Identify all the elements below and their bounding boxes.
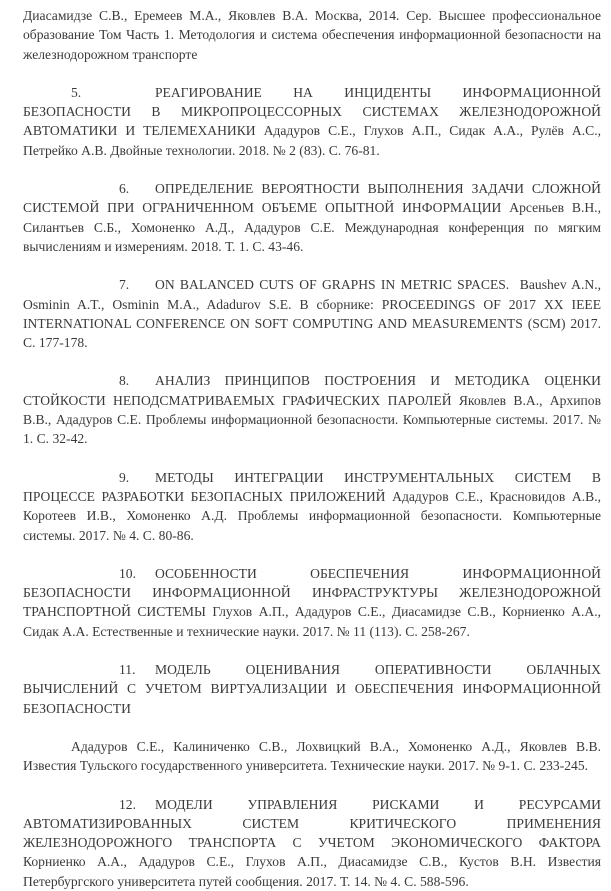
entry-number: 5. bbox=[71, 84, 82, 100]
entry-number: 10. bbox=[119, 565, 136, 581]
entry-details: Корниенко А.А., Ададуров С.Е., Глухов А.П., Диасамидзе С.В., Кустов В.Н. Известия Петербургского университета путей сообщения. 2017. Т. 14. № 4. С. 588-596. bbox=[23, 854, 601, 889]
entry-number: 9. bbox=[119, 469, 130, 485]
spacer bbox=[23, 718, 601, 737]
reference-entry-10 bbox=[23, 564, 601, 641]
reference-entry-11-title bbox=[23, 660, 601, 718]
spacer bbox=[23, 545, 601, 564]
entry-number: 8. bbox=[119, 373, 130, 389]
entry-details: Ададуров С.Е., Глухов А.П., Сидак А.А., Рулёв А.С., Петрейко А.В. Двойные технологии. 2018. № 2 (83). С. 76-81. bbox=[23, 123, 602, 158]
entry-title: ОПРЕДЕЛЕНИЕ ВЕРОЯТНОСТИ ВЫПОЛНЕНИЯ ЗАДАЧИ СЛОЖНОЙ СИСТЕМОЙ ПРИ ОГРАНИЧЕННОМ ОБЪЕМЕ ОПЫТНОЙ ИНФОРМАЦИИ bbox=[23, 181, 601, 216]
reference-entry-7 bbox=[23, 275, 601, 352]
reference-entry-8 bbox=[23, 371, 601, 448]
spacer bbox=[23, 256, 601, 275]
reference-entry-11-details: Ададуров С.Е., Калиниченко С.В., Лохвицкий В.А., Хомоненко А.Д., Яковлев В.В. Известия Тульского государственного университета. Технические науки. 2017. № 9-1. С. 233-245. bbox=[23, 738, 601, 774]
entry-number: 11. bbox=[119, 662, 136, 678]
spacer bbox=[23, 352, 601, 371]
entry-title: МЕТОДЫ ИНТЕГРАЦИИ ИНСТРУМЕНТАЛЬНЫХ СИСТЕМ В ПРОЦЕССЕ РАЗРАБОТКИ БЕЗОПАСНЫХ ПРИЛОЖЕНИЙ bbox=[23, 469, 601, 504]
entry-details: Глухов А.П., Ададуров С.Е., Диасамидзе С.В., Корниенко А.А., Сидак А.А. Естественные и технические науки. 2017. № 11 (113). С. 258-267. bbox=[23, 604, 601, 639]
entry-title: МОДЕЛЬ ОЦЕНИВАНИЯ ОПЕРАТИВНОСТИ ОБЛАЧНЫХ ВЫЧИСЛЕНИЙ С УЧЕТОМ ВИРТУАЛИЗАЦИИ И ОБЕСПЕЧЕНИЯ ИНФОРМАЦИОННОЙ БЕЗОПАСНОСТИ bbox=[23, 662, 601, 716]
entry-details: Яковлев В.А., Архипов В.В., Ададуров С.Е. Проблемы информационной безопасности. Компьютерные системы. 2017. № 1. С. 32-42. bbox=[23, 392, 601, 447]
spacer bbox=[23, 776, 601, 795]
entry-title: МОДЕЛИ УПРАВЛЕНИЯ РИСКАМИ И РЕСУРСАМИ АВТОМАТИЗИРОВАННЫХ СИСТЕМ КРИТИЧЕСКОГО ПРИМЕНЕНИЯ ЖЕЛЕЗНОДОРОЖНОГО ТРАНСПОРТА С УЧЕТОМ ЭКОНОМИЧЕСКОГО ФАКТОРА bbox=[23, 796, 601, 851]
entry-number: 6. bbox=[119, 181, 130, 197]
entry-number: 12. bbox=[119, 796, 136, 812]
reference-entry-12 bbox=[23, 795, 601, 891]
entry-title: ON BALANCED CUTS OF GRAPHS IN METRIC SPACES. bbox=[155, 277, 510, 293]
entry-details: Арсеньев В.Н., Силантьев С.Б., Хомоненко А.Д., Ададуров С.Е. Международная конференция по мягким вычислениям и измерениям. 2018. Т. 1. С. 43-46. bbox=[23, 200, 601, 254]
entry-details: Ададуров С.Е., Красновидов А.В., Коротеев И.В., Хомоненко А.Д. Проблемы информационной безопасности. Компьютерные системы. 2017. № 4. С. 80-86. bbox=[23, 488, 601, 543]
entry-title: ОСОБЕННОСТИ ОБЕСПЕЧЕНИЯ ИНФОРМАЦИОННОЙ БЕЗОПАСНОСТИ ИНФОРМАЦИОННОЙ ИНФРАСТРУКТУРЫ ЖЕЛЕЗНОДОРОЖНОЙ ТРАНСПОРТНОЙ СИСТЕМЫ bbox=[23, 565, 601, 620]
reference-entry-5 bbox=[23, 83, 601, 160]
intro-paragraph: Диасамидзе С.В., Еремеев М.А., Яковлев В.А. Москва, 2014. Сер. Высшее профессиональное образование Том Часть 1. Методология и система обеспечения информационной безопасности на железнодорожном транспорте bbox=[23, 8, 601, 62]
spacer bbox=[23, 64, 601, 83]
reference-entry-6 bbox=[23, 179, 601, 256]
entry-details: Baushev A.N., Osminin A.T., Osminin M.A., Adadurov S.E. В сборнике: PROCEEDINGS OF 2017 XX IEEE INTERNATIONAL CONFERENCE ON SOFT COMPUTING AND MEASUREMENTS (SCM) 2017. С. 177-178. bbox=[23, 277, 601, 351]
spacer bbox=[23, 160, 601, 179]
spacer bbox=[23, 449, 601, 468]
entry-title: АНАЛИЗ ПРИНЦИПОВ ПОСТРОЕНИЯ И МЕТОДИКА ОЦЕНКИ СТОЙКОСТИ НЕПОДСМАТРИВАЕМЫХ ГРАФИЧЕСКИХ ПАРОЛЕЙ bbox=[23, 373, 601, 408]
entry-number: 7. bbox=[119, 277, 130, 293]
spacer bbox=[23, 641, 601, 660]
entry-title: РЕАГИРОВАНИЕ НА ИНЦИДЕНТЫ ИНФОРМАЦИОННОЙ БЕЗОПАСНОСТИ В МИКРОПРОЦЕССОРНЫХ СИСТЕМАХ ЖЕЛЕЗНОДОРОЖНОЙ АВТОМАТИКИ И ТЕЛЕМЕХАНИКИ bbox=[23, 84, 601, 139]
reference-entry-9 bbox=[23, 468, 601, 545]
